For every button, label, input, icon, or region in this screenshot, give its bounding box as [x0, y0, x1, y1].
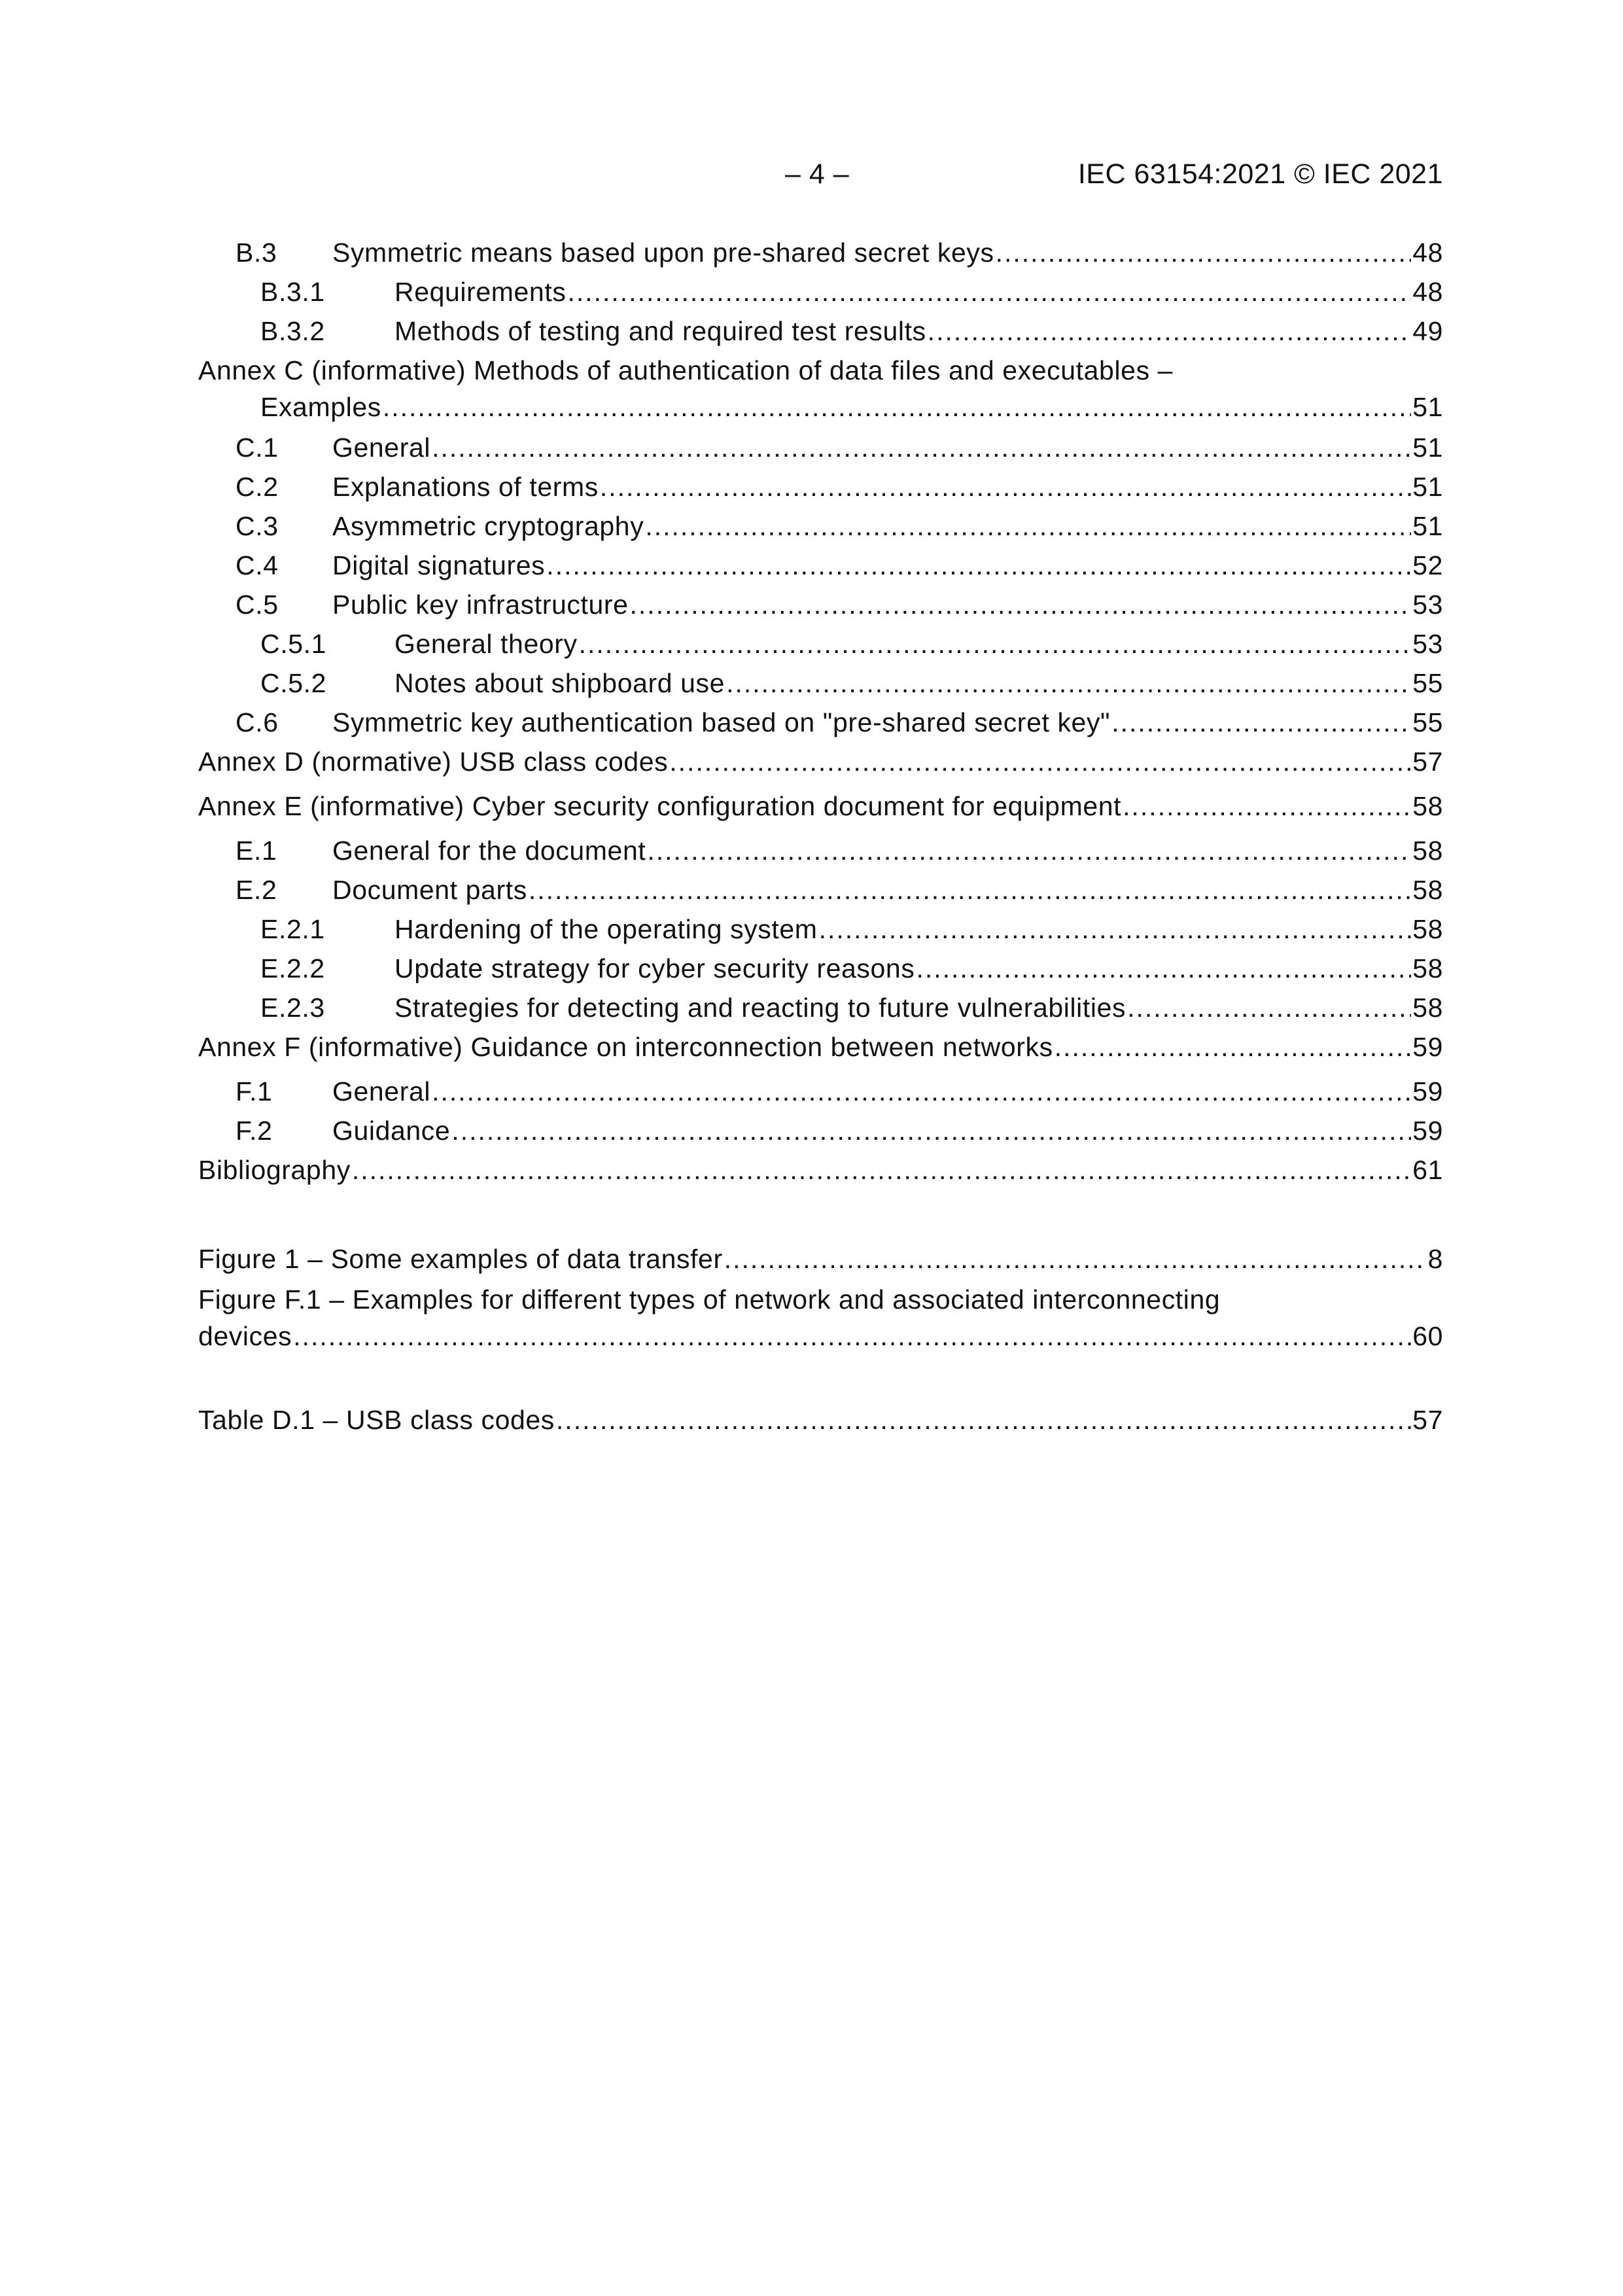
toc-page: 59: [1412, 1116, 1443, 1146]
toc-number: B.3.1: [260, 277, 325, 307]
toc-page: 59: [1412, 1076, 1443, 1106]
toc-page: 48: [1412, 238, 1443, 268]
toc-page: 58: [1412, 993, 1443, 1023]
toc-title: Digital signatures: [332, 550, 546, 580]
toc-title: Update strategy for cyber security reasons: [394, 953, 915, 983]
toc-entry-c6[interactable]: [198, 704, 1443, 741]
toc-title: Symmetric key authentication based on "pre-shared secret key": [332, 707, 1111, 737]
toc-number: E.1: [236, 836, 277, 866]
toc-title: General: [332, 433, 431, 463]
toc-title: Explanations of terms: [332, 472, 599, 502]
toc-title: Annex F (informative) Guidance on interconnection between networks: [198, 1032, 1053, 1062]
toc-title: Annex E (informative) Cyber security configuration document for equipment: [198, 791, 1122, 821]
dot-leader: [579, 626, 1412, 662]
toc-number: C.5.1: [260, 629, 326, 659]
toc-entry-e2[interactable]: [198, 872, 1443, 908]
toc-number: E.2.2: [260, 953, 325, 983]
toc-entry-c5-1[interactable]: [198, 626, 1443, 662]
dot-leader: [645, 508, 1411, 544]
toc-title: Annex D (normative) USB class codes: [198, 747, 669, 777]
toc-page: 52: [1412, 550, 1443, 580]
toc-page: 51: [1412, 392, 1443, 422]
dot-leader: [432, 429, 1411, 466]
toc-entry-c3[interactable]: [198, 508, 1443, 544]
toc-number: C.3: [236, 511, 279, 541]
toc-page: 55: [1412, 707, 1443, 737]
toc-title: Annex C (informative) Methods of authentication of data files and executables –: [198, 355, 1174, 385]
toc-title: Asymmetric cryptography: [332, 511, 644, 541]
toc-page: 57: [1412, 747, 1443, 777]
toc-page: 51: [1412, 511, 1443, 541]
figure-entry-f1[interactable]: [198, 1281, 1443, 1354]
toc-title: General for the document: [332, 836, 646, 866]
dot-leader: [600, 468, 1411, 505]
toc-entry-f2[interactable]: [198, 1112, 1443, 1149]
toc-entry-e2-3[interactable]: [198, 989, 1443, 1026]
toc-entry-c5[interactable]: [198, 586, 1443, 623]
toc-page: 51: [1412, 433, 1443, 463]
dot-leader: [451, 1112, 1411, 1149]
dot-leader: [1123, 788, 1411, 824]
toc-title: Symmetric means based upon pre-shared secret keys: [332, 238, 994, 268]
dot-leader: [724, 1241, 1427, 1277]
table-entry-d1[interactable]: [198, 1402, 1443, 1438]
toc-page: 58: [1412, 914, 1443, 944]
toc-page: 58: [1412, 836, 1443, 866]
dot-leader: [546, 547, 1411, 584]
toc-number: E.2.3: [260, 993, 325, 1023]
toc-entry-b3-2[interactable]: [198, 313, 1443, 349]
toc-entry-e2-2[interactable]: [198, 950, 1443, 987]
toc-entry-c1[interactable]: [198, 429, 1443, 466]
toc-entry-c5-2[interactable]: [198, 665, 1443, 701]
dot-leader: [1127, 989, 1411, 1026]
toc-number: E.2.1: [260, 914, 325, 944]
table-title: Table D.1 – USB class codes: [198, 1405, 555, 1435]
figure-title: Figure 1 – Some examples of data transfer: [198, 1244, 723, 1274]
toc-page: 53: [1412, 590, 1443, 620]
toc-number: C.4: [236, 550, 279, 580]
toc-page: 48: [1412, 277, 1443, 307]
dot-leader: [383, 389, 1411, 425]
dot-leader: [819, 911, 1412, 947]
figure-title-continued: devices: [198, 1321, 292, 1351]
toc-title: Methods of testing and required test results: [394, 316, 926, 346]
dot-leader: [928, 313, 1412, 349]
toc-title: Requirements: [394, 277, 567, 307]
toc-page: 58: [1412, 875, 1443, 905]
dot-leader: [352, 1152, 1411, 1188]
toc-entry-f1[interactable]: [198, 1073, 1443, 1110]
toc-number: F.1: [236, 1076, 273, 1106]
dot-leader: [630, 586, 1412, 623]
toc-entry-b3-1[interactable]: [198, 274, 1443, 310]
toc-number: C.6: [236, 707, 279, 737]
toc-page: 58: [1412, 791, 1443, 821]
toc-title: Guidance: [332, 1116, 451, 1146]
toc-page: 61: [1412, 1155, 1443, 1185]
toc-page: 49: [1412, 316, 1443, 346]
toc-title-continued: Examples: [260, 392, 381, 422]
toc-entry-annex-e[interactable]: [198, 788, 1443, 824]
toc-entry-b3[interactable]: [198, 234, 1443, 271]
toc-entry-annex-c[interactable]: [198, 352, 1443, 425]
toc-number: F.2: [236, 1116, 273, 1146]
toc-entry-e2-1[interactable]: [198, 911, 1443, 947]
toc-page: 58: [1412, 953, 1443, 983]
toc-title: General: [332, 1076, 431, 1106]
figure-title: Figure F.1 – Examples for different types of network and associated interconnecting: [198, 1284, 1221, 1315]
toc-title: Document parts: [332, 875, 527, 905]
dot-leader: [1111, 704, 1411, 741]
toc-title: General theory: [394, 629, 578, 659]
toc-number: C.5: [236, 590, 279, 620]
dot-leader: [916, 950, 1411, 987]
dot-leader: [669, 743, 1411, 780]
dot-leader: [293, 1318, 1411, 1354]
toc-title: Hardening of the operating system: [394, 914, 818, 944]
figure-entry-1[interactable]: [198, 1241, 1443, 1277]
dot-leader: [567, 274, 1411, 310]
toc-entry-c4[interactable]: [198, 547, 1443, 584]
toc-entry-bibliography[interactable]: [198, 1152, 1443, 1188]
figure-page: 60: [1412, 1321, 1443, 1351]
dot-leader: [432, 1073, 1411, 1110]
toc-entry-annex-f[interactable]: [198, 1029, 1443, 1065]
toc-title: Notes about shipboard use: [394, 668, 725, 698]
page-header: [0, 158, 1623, 198]
toc-entry-c2[interactable]: [198, 468, 1443, 505]
toc-number: E.2: [236, 875, 277, 905]
dot-leader: [529, 872, 1411, 908]
dot-leader: [1055, 1029, 1411, 1065]
table-page: 57: [1412, 1405, 1443, 1435]
toc-number: C.1: [236, 433, 279, 463]
toc-number: C.2: [236, 472, 279, 502]
dot-leader: [556, 1402, 1411, 1438]
toc-entry-annex-d[interactable]: [198, 743, 1443, 780]
toc-number: B.3: [236, 238, 277, 268]
toc-title: Strategies for detecting and reacting to future vulnerabilities: [394, 993, 1126, 1023]
figure-page: 8: [1427, 1244, 1443, 1274]
toc-title: Bibliography: [198, 1155, 351, 1185]
toc-number: B.3.2: [260, 316, 325, 346]
toc-title: Public key infrastructure: [332, 590, 629, 620]
dot-leader: [996, 234, 1412, 271]
toc-page: 59: [1412, 1032, 1443, 1062]
dot-leader: [647, 832, 1411, 869]
toc-number: C.5.2: [260, 668, 326, 698]
toc-page: 53: [1412, 629, 1443, 659]
toc-page: 55: [1412, 668, 1443, 698]
document-id: IEC 63154:2021 © IEC 2021: [1077, 158, 1443, 190]
toc-entry-e1[interactable]: [198, 832, 1443, 869]
toc-page: 51: [1412, 472, 1443, 502]
page-number: – 4 –: [785, 158, 850, 190]
dot-leader: [726, 665, 1411, 701]
